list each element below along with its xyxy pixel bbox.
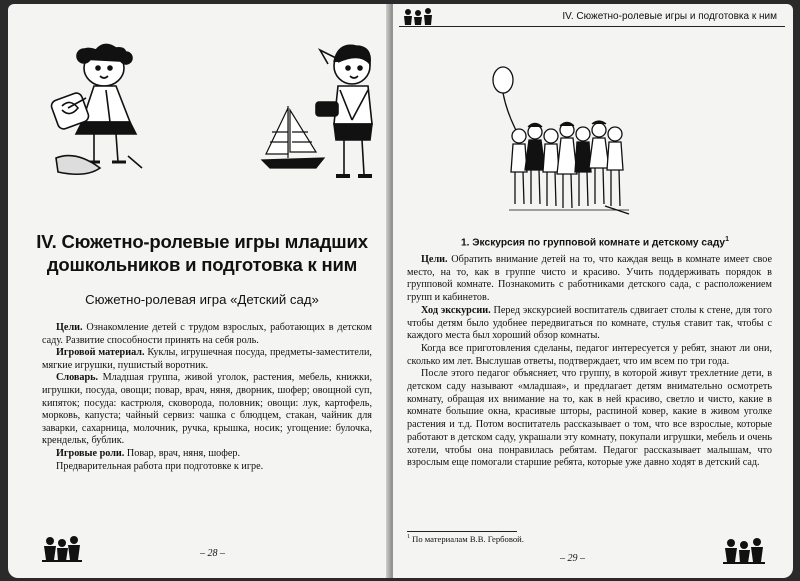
paragraph: Цели. Обратить внимание детей на то, что каждая вещь в комнате имеет свое место, на то, как в группе чисто и красиво. Учить поддерживать порядок в групповой комнате. Познакомить с работниками детского сада, с расположением групп и кабинетов. (407, 254, 772, 304)
left-body-text (42, 322, 372, 473)
children-with-balloon-illustration (489, 64, 649, 224)
paragraph: Словарь. Младшая группа, живой уголок, растения, мебель, книжки, игрушки, посуда, овощи; повар, врач, няня, дворник, шофер; овощной суп, кипяток; посуда: кастрюля, сковорода, половник; овощи: лук, картофель, морковь, капуста; чайный сервиз: чашка с блюдцем, стакан, чайник для заварки, сахарница, молочник, ручка, крышка, носик; угощение: булочка, крендельк, бублик. (42, 372, 372, 447)
paragraph: Игровой материал. Куклы, игрушечная посуда, предметы-заместители, мягкие игрушки, пушистый воротник. (42, 347, 372, 371)
paragraph: Когда все приготовления сделаны, педагог интересуется у ребят, знают ли они, сколько им лет. Выслушав ответы, подтверждает, что им всем по три года. (407, 342, 772, 367)
footnote-rule (407, 531, 517, 532)
paragraph: После этого педагог объясняет, что группу, в которой живут трехлетние дети, в детском саду называют «младшая», и предлагает детям внимательно осмотреть комнату, обращая их внимание на то, как в ней красиво, светло и чисто, какие в комнате большие окна, красивые шторы, распиной ковер, какие в живом уголке растения и т.д. Потом воспитатель рассказывает о том, что все взрослые, которые работают в детском саду, украшали эту комнату, покупали игрушки, мебель и очень хотели, чтобы она понравилась ребятам. Педагог рассказывает малышам, что взрослым еще помогали старшие ребята, которые уже давно ходят в детский сад. (407, 368, 772, 469)
chapter-title: IV. Сюжетно-ролевые игры младших дошкольников и подготовка к ним (36, 231, 368, 275)
children-silhouette-icon (42, 536, 82, 562)
children-silhouette-icon (723, 538, 765, 564)
page-number: – 28 – (200, 548, 225, 559)
running-head-text: IV. Сюжетно-ролевые игры и подготовка к ним (562, 11, 777, 22)
game-title: Сюжетно-ролевая игра «Детский сад» (85, 292, 319, 307)
girl-with-toy-illustration (46, 38, 156, 188)
left-page (8, 4, 391, 578)
paragraph: Предварительная работа при подготовке к игре. (56, 460, 264, 472)
boy-saluting-illustration (308, 40, 388, 190)
running-head (399, 10, 785, 27)
paragraph: Игровые роли. Повар, врач, няня, шофер. (56, 447, 241, 459)
paragraph: Цели. Ознакомление детей с трудом взрослых, работающих в детском саду. Развитие способности принять на себя роль. (42, 322, 372, 346)
page-number: – 29 – (560, 553, 585, 564)
right-body-text (407, 254, 772, 470)
section-title: 1. Экскурсия по групповой комнате и детскому саду$^1$ (460, 236, 729, 249)
paragraph: Ход экскурсии. Перед экскурсией воспитатель сдвигает столы к стене, для того чтобы детям было удобнее передвигаться по комнате, стулья ставит так, чтобы с каждого места был хороший обзор комнаты. (407, 304, 772, 342)
footnote: $^1$ По материалам В.В. Гербовой. (407, 534, 524, 544)
right-page (393, 4, 793, 578)
